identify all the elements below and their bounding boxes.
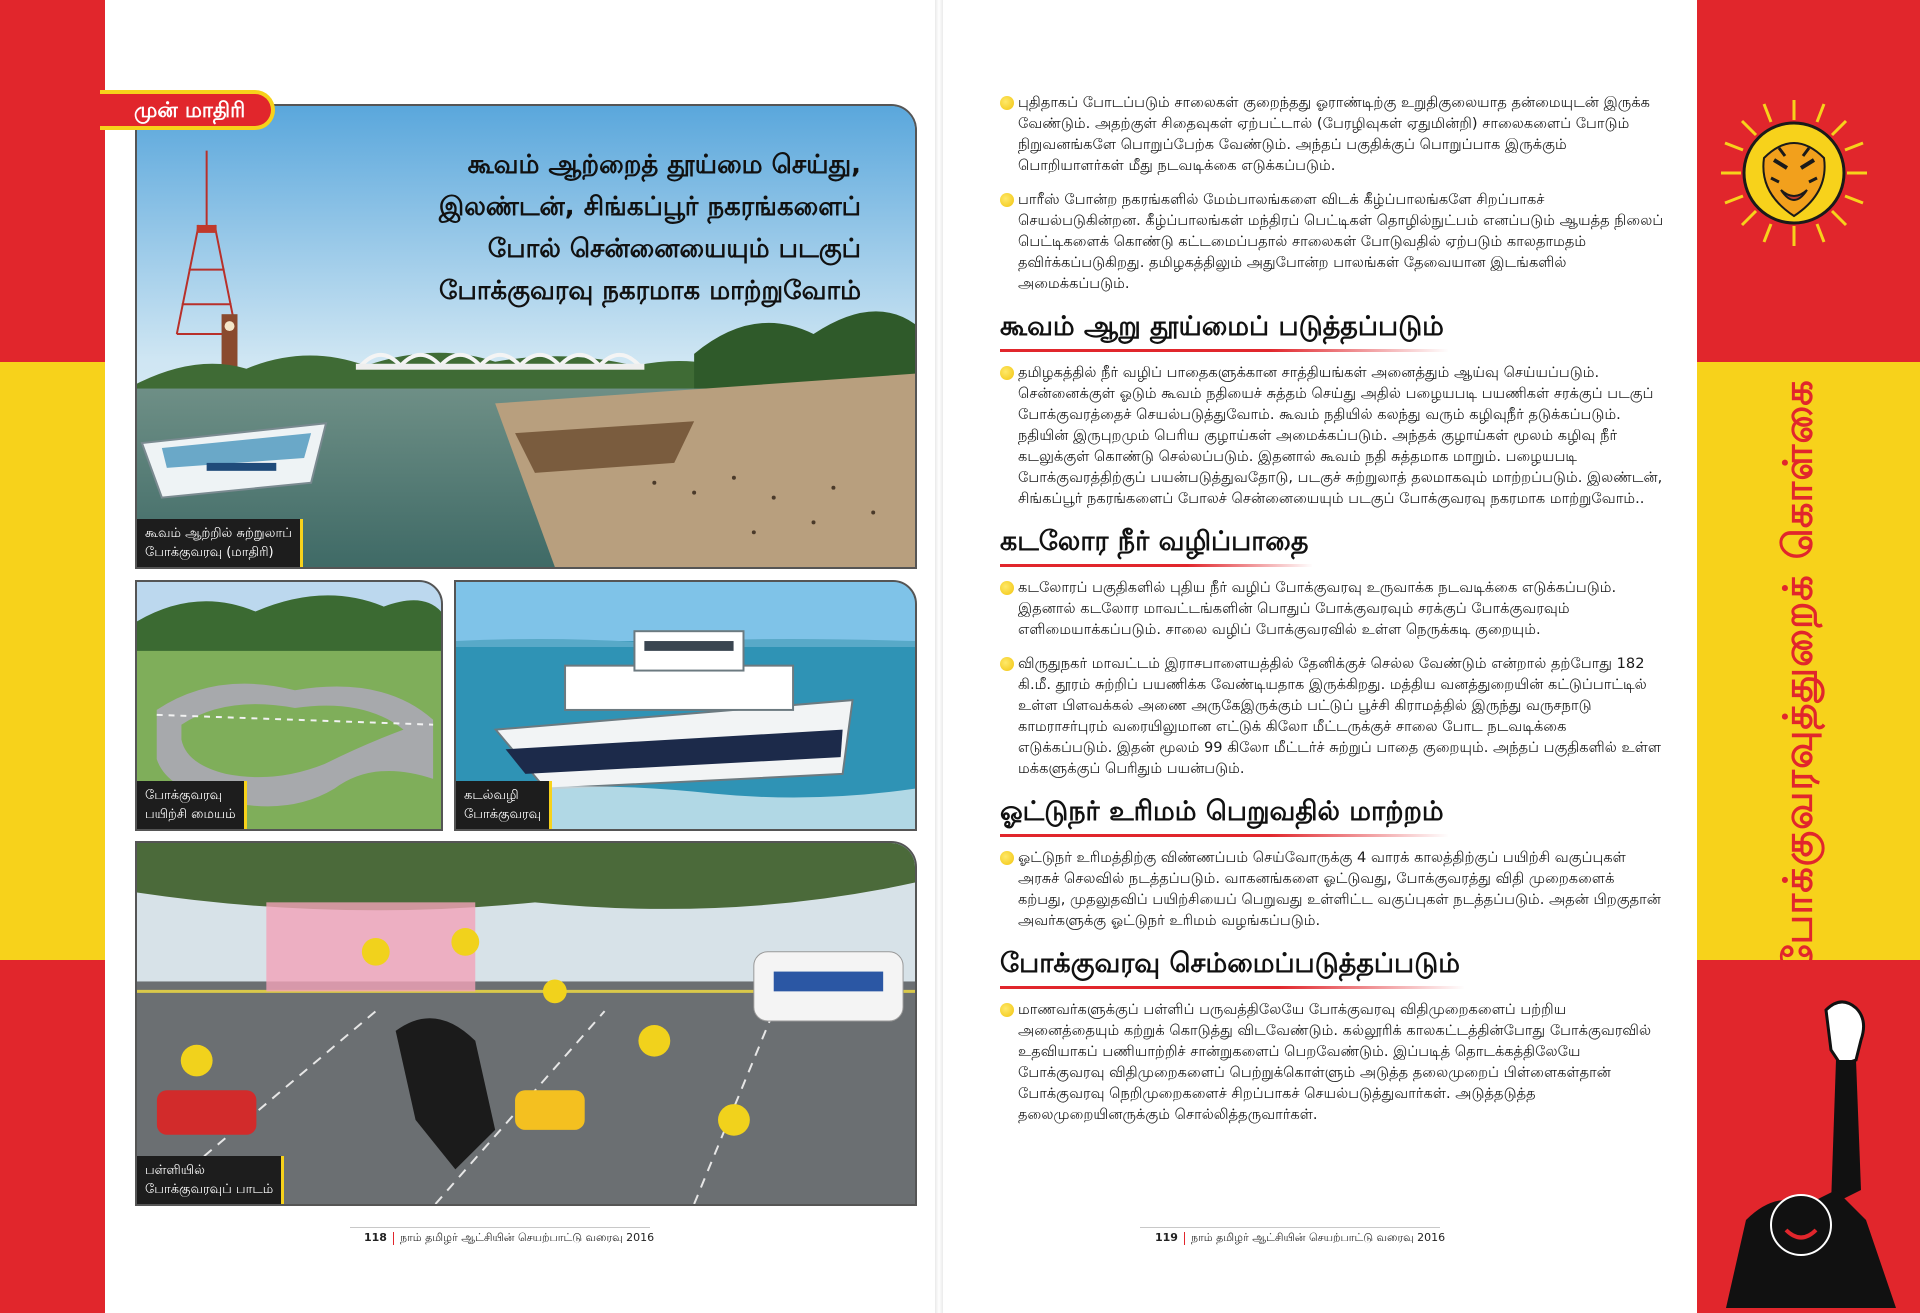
article-column	[1000, 92, 1665, 1138]
caption-line: போக்குவரவுப் பாடம்	[145, 1182, 274, 1197]
caption-line: போக்குவரவு (மாதிரி)	[145, 545, 274, 560]
photo-caption	[137, 519, 303, 567]
paragraph-text: தமிழகத்தில் நீர் வழிப் பாதைகளுக்கான சாத்தியங்கள் அனைத்தும் ஆய்வு செய்யப்படும். சென்னைக்குள் ஓடும் கூவம் நதியைச் சுத்தம் செய்து அதில் பழையபடி பயணிகள் சரக்குப் படகுப் போக்குவரத்தைச் செயல்படுத்துவோம். கூவம் நதியில் கலந்து வரும் கழிவுநீர் தடுக்கப்படும். நதியின் இருபுறமும் பெரிய குழாய்கள் அமைக்கப்படும். அந்தக் குழாய்கள் மூலம் கழிவு நீர் கடலுக்குள் கொண்டு செல்லப்படும். இதனால் கூவம் நதி சுத்தமாக மாறும். பழையபடி போக்குவரத்திற்குப் பயன்படுத்துவதோடு, படகுச் சுற்றுலாத் தலமாகவும் மாற்றப்படும். இலண்டன், சிங்கப்பூர் நகரங்களைப் போலச் சென்னையையும் படகுப் போக்குவரவு நகரமாக மாற்றுவோம்..	[1018, 364, 1663, 507]
section-heading: கடலோர நீர் வழிப்பாதை	[1000, 524, 1312, 567]
bullet-paragraph	[1000, 189, 1665, 294]
bullet-dot-icon	[1000, 851, 1014, 865]
bullet-dot-icon	[1000, 193, 1014, 207]
vertical-title-text: போக்குவரவுத்துறைக் கொள்கை	[1775, 379, 1822, 973]
bullet-paragraph	[1000, 847, 1665, 931]
bullet-dot-icon	[1000, 581, 1014, 595]
paragraph-text: கடலோரப் பகுதிகளில் புதிய நீர் வழிப் போக்குவரவு உருவாக்க நடவடிக்கை எடுக்கப்படும். இதனால் கடலோர மாவட்டங்களின் பொதுப் போக்குவரவும் சரக்குப் போக்குவரவும் எளிமையாக்கப்படும். சாலை வழிப் போக்குவரவில் உள்ள நெருக்கடி குறையும்.	[1018, 579, 1617, 638]
bullet-dot-icon	[1000, 96, 1014, 110]
section-heading: ஓட்டுநர் உரிமம் பெறுவதில் மாற்றம்	[1000, 794, 1448, 837]
bullet-paragraph	[1000, 999, 1665, 1125]
photo-traffic-training-park	[135, 580, 443, 831]
photo-caption	[137, 781, 247, 829]
caption-line: பள்ளியில்	[145, 1163, 205, 1178]
publication-title: நாம் தமிழர் ஆட்சியின் செயற்பாட்டு வரைவு 2016	[399, 1231, 655, 1244]
publication-title: நாம் தமிழர் ஆட்சியின் செயற்பாட்டு வரைவு 2016	[1190, 1231, 1446, 1244]
page-number: 119	[1155, 1231, 1178, 1244]
bullet-dot-icon	[1000, 657, 1014, 671]
paragraph-text: ஓட்டுநர் உரிமத்திற்கு விண்ணப்பம் செய்வோருக்கு 4 வாரக் காலத்திற்குப் பயிற்சி வகுப்புகள் அரசுச் செலவில் நடத்தப்படும். வாகனங்களை ஓட்டுவது, போக்குவரத்து விதி முறைகளைக் கற்பது, முதலுதவிப் பயிற்சியைப் பெறுவது உள்ளிட்ட வகுப்புகள் நடத்தப்படும். அதன் பிறகுதான் அவர்களுக்கு ஓட்டுநர் உரிமம் வழங்கப்படும்.	[1018, 849, 1661, 929]
caption-line: போக்குவரவு	[464, 807, 542, 822]
headline-line-4: போக்குவரவு நகரமாக மாற்றுவோம்	[439, 276, 861, 306]
footer-divider	[1184, 1232, 1185, 1245]
photo-caption	[137, 1156, 284, 1204]
caption-line: போக்குவரவு	[145, 788, 223, 803]
leader-raised-fist-illustration	[1706, 990, 1906, 1308]
footer-right	[1155, 1231, 1445, 1246]
headline-line-1: கூவம் ஆற்றைத் தூய்மை செய்து,	[467, 150, 861, 180]
main-photo-headline	[381, 144, 861, 312]
tiger-emblem-icon	[1719, 98, 1869, 248]
paragraph-text: மாணவர்களுக்குப் பள்ளிப் பருவத்திலேயே போக்குவரவு விதிமுறைகளைப் பற்றிய அனைத்தையும் கற்றுக் கொடுத்து விடவேண்டும். கல்லூரிக் காலகட்டத்தின்போது போக்குவரவில் உதவியாகப் பணியாற்றிச் சான்றுகளைப் பெறவேண்டும். இப்படித் தொடக்கத்திலேயே போக்குவரவு விதிமுறைகளைப் பெற்றுக்கொள்ளும் அடுத்த தலைமுறைப் பிள்ளைகள்தான் போக்குவரவு நெறிமுறைகளைச் சிறப்பாகச் செயல்படுத்துவார்கள். அடுத்தடுத்த தலைமுறையினருக்கும் சொல்லித்தருவார்கள்.	[1018, 1001, 1652, 1123]
bullet-dot-icon	[1000, 366, 1014, 380]
bullet-paragraph	[1000, 362, 1665, 509]
vertical-section-title	[1746, 379, 1856, 973]
paragraph-text: விருதுநகர் மாவட்டம் இராசபாளையத்தில் தேனிக்குச் செல்ல வேண்டும் என்றால் தற்போது 182 கி.மீ. தூரம் சுற்றிப் பயணிக்க வேண்டியதாக இருக்கிறது. மத்திய வனத்துறையின் கட்டுப்பாட்டில் உள்ள பிளவக்கல் அணை அருகேஇருக்கும் பட்டுப் பூச்சி கிராமத்தில் இருந்து வருசநாடு காமராசர்புரம் வரையிலுமான எட்டுக் கிலோ மீட்டருக்குச் சாலை போட நடவடிக்கை எடுக்கப்படும். இதன் மூலம் 99 கிலோ மீட்டர்ச் சுற்றுப் பாதை குறையும். அந்தப் பகுதிகளில் உள்ள மக்களுக்குப் பெரிதும் பயன்படும்.	[1018, 655, 1662, 777]
photo-caption	[456, 781, 552, 829]
bullet-paragraph	[1000, 653, 1665, 779]
footer-divider	[393, 1232, 394, 1245]
photo-sea-ferry	[454, 580, 917, 831]
footer-left	[364, 1231, 654, 1246]
footer-rule	[350, 1227, 650, 1228]
bullet-paragraph	[1000, 577, 1665, 640]
caption-line: கூவம் ஆற்றில் சுற்றுலாப்	[145, 526, 292, 541]
section-heading: போக்குவரவு செம்மைப்படுத்தப்படும்	[1000, 946, 1464, 989]
paragraph-text: புதிதாகப் போடப்படும் சாலைகள் குறைந்தது ஓராண்டிற்கு உறுதிகுலையாத தன்மையுடன் இருக்க வேண்டும். அதற்குள் சிதைவுகள் ஏற்பட்டால் (பேரழிவுகள் ஏதுமின்றி) சாலைகளைப் போடும் நிறுவனங்களே பொறுப்பேற்க வேண்டும். அந்தப் பகுதிக்குப் பொறுப்பாக இருக்கும் பொறியாளர்கள் மீது நடவடிக்கை எடுக்கப்படும்.	[1018, 94, 1650, 174]
caption-line: பயிற்சி மையம்	[145, 807, 236, 822]
bullet-dot-icon	[1000, 1003, 1014, 1017]
footer-rule	[1140, 1227, 1440, 1228]
photo-cooum-river	[135, 104, 917, 569]
paragraph-text: பாரீஸ் போன்ற நகரங்களில் மேம்பாலங்களை விடக் கீழ்ப்பாலங்களே சிறப்பாகச் செயல்படுகின்றன. கீழ்ப்பாலங்கள் மந்திரப் பெட்டிகள் தொழில்நுட்பம் எனப்படும் ஆயத்த நிலைப் பெட்டிகளைக் கொண்டு கட்டமைப்பதால் சாலைகள் போடுவதில் ஏற்படும் காலதாமதம் தவிர்க்கப்படுகிறது. தமிழகத்திலும் அதுபோன்ற பாலங்கள் தேவையான இடங்களில் அமைக்கப்படும்.	[1018, 191, 1664, 292]
bullet-paragraph	[1000, 92, 1665, 176]
photo-school-traffic-lesson	[135, 841, 917, 1206]
page-number: 118	[364, 1231, 387, 1244]
section-heading: கூவம் ஆறு தூய்மைப் படுத்தப்படும்	[1000, 309, 1448, 352]
left-margin-yellow-band	[0, 362, 105, 960]
caption-line: கடல்வழி	[464, 788, 519, 803]
page-gutter	[935, 0, 943, 1313]
headline-line-2: இலண்டன், சிங்கப்பூர் நகரங்களைப்	[438, 192, 861, 222]
school-lesson-illustration	[137, 843, 915, 1204]
section-tag: முன் மாதிரி	[100, 90, 275, 130]
headline-line-3: போல் சென்னையையும் படகுப்	[487, 234, 861, 264]
